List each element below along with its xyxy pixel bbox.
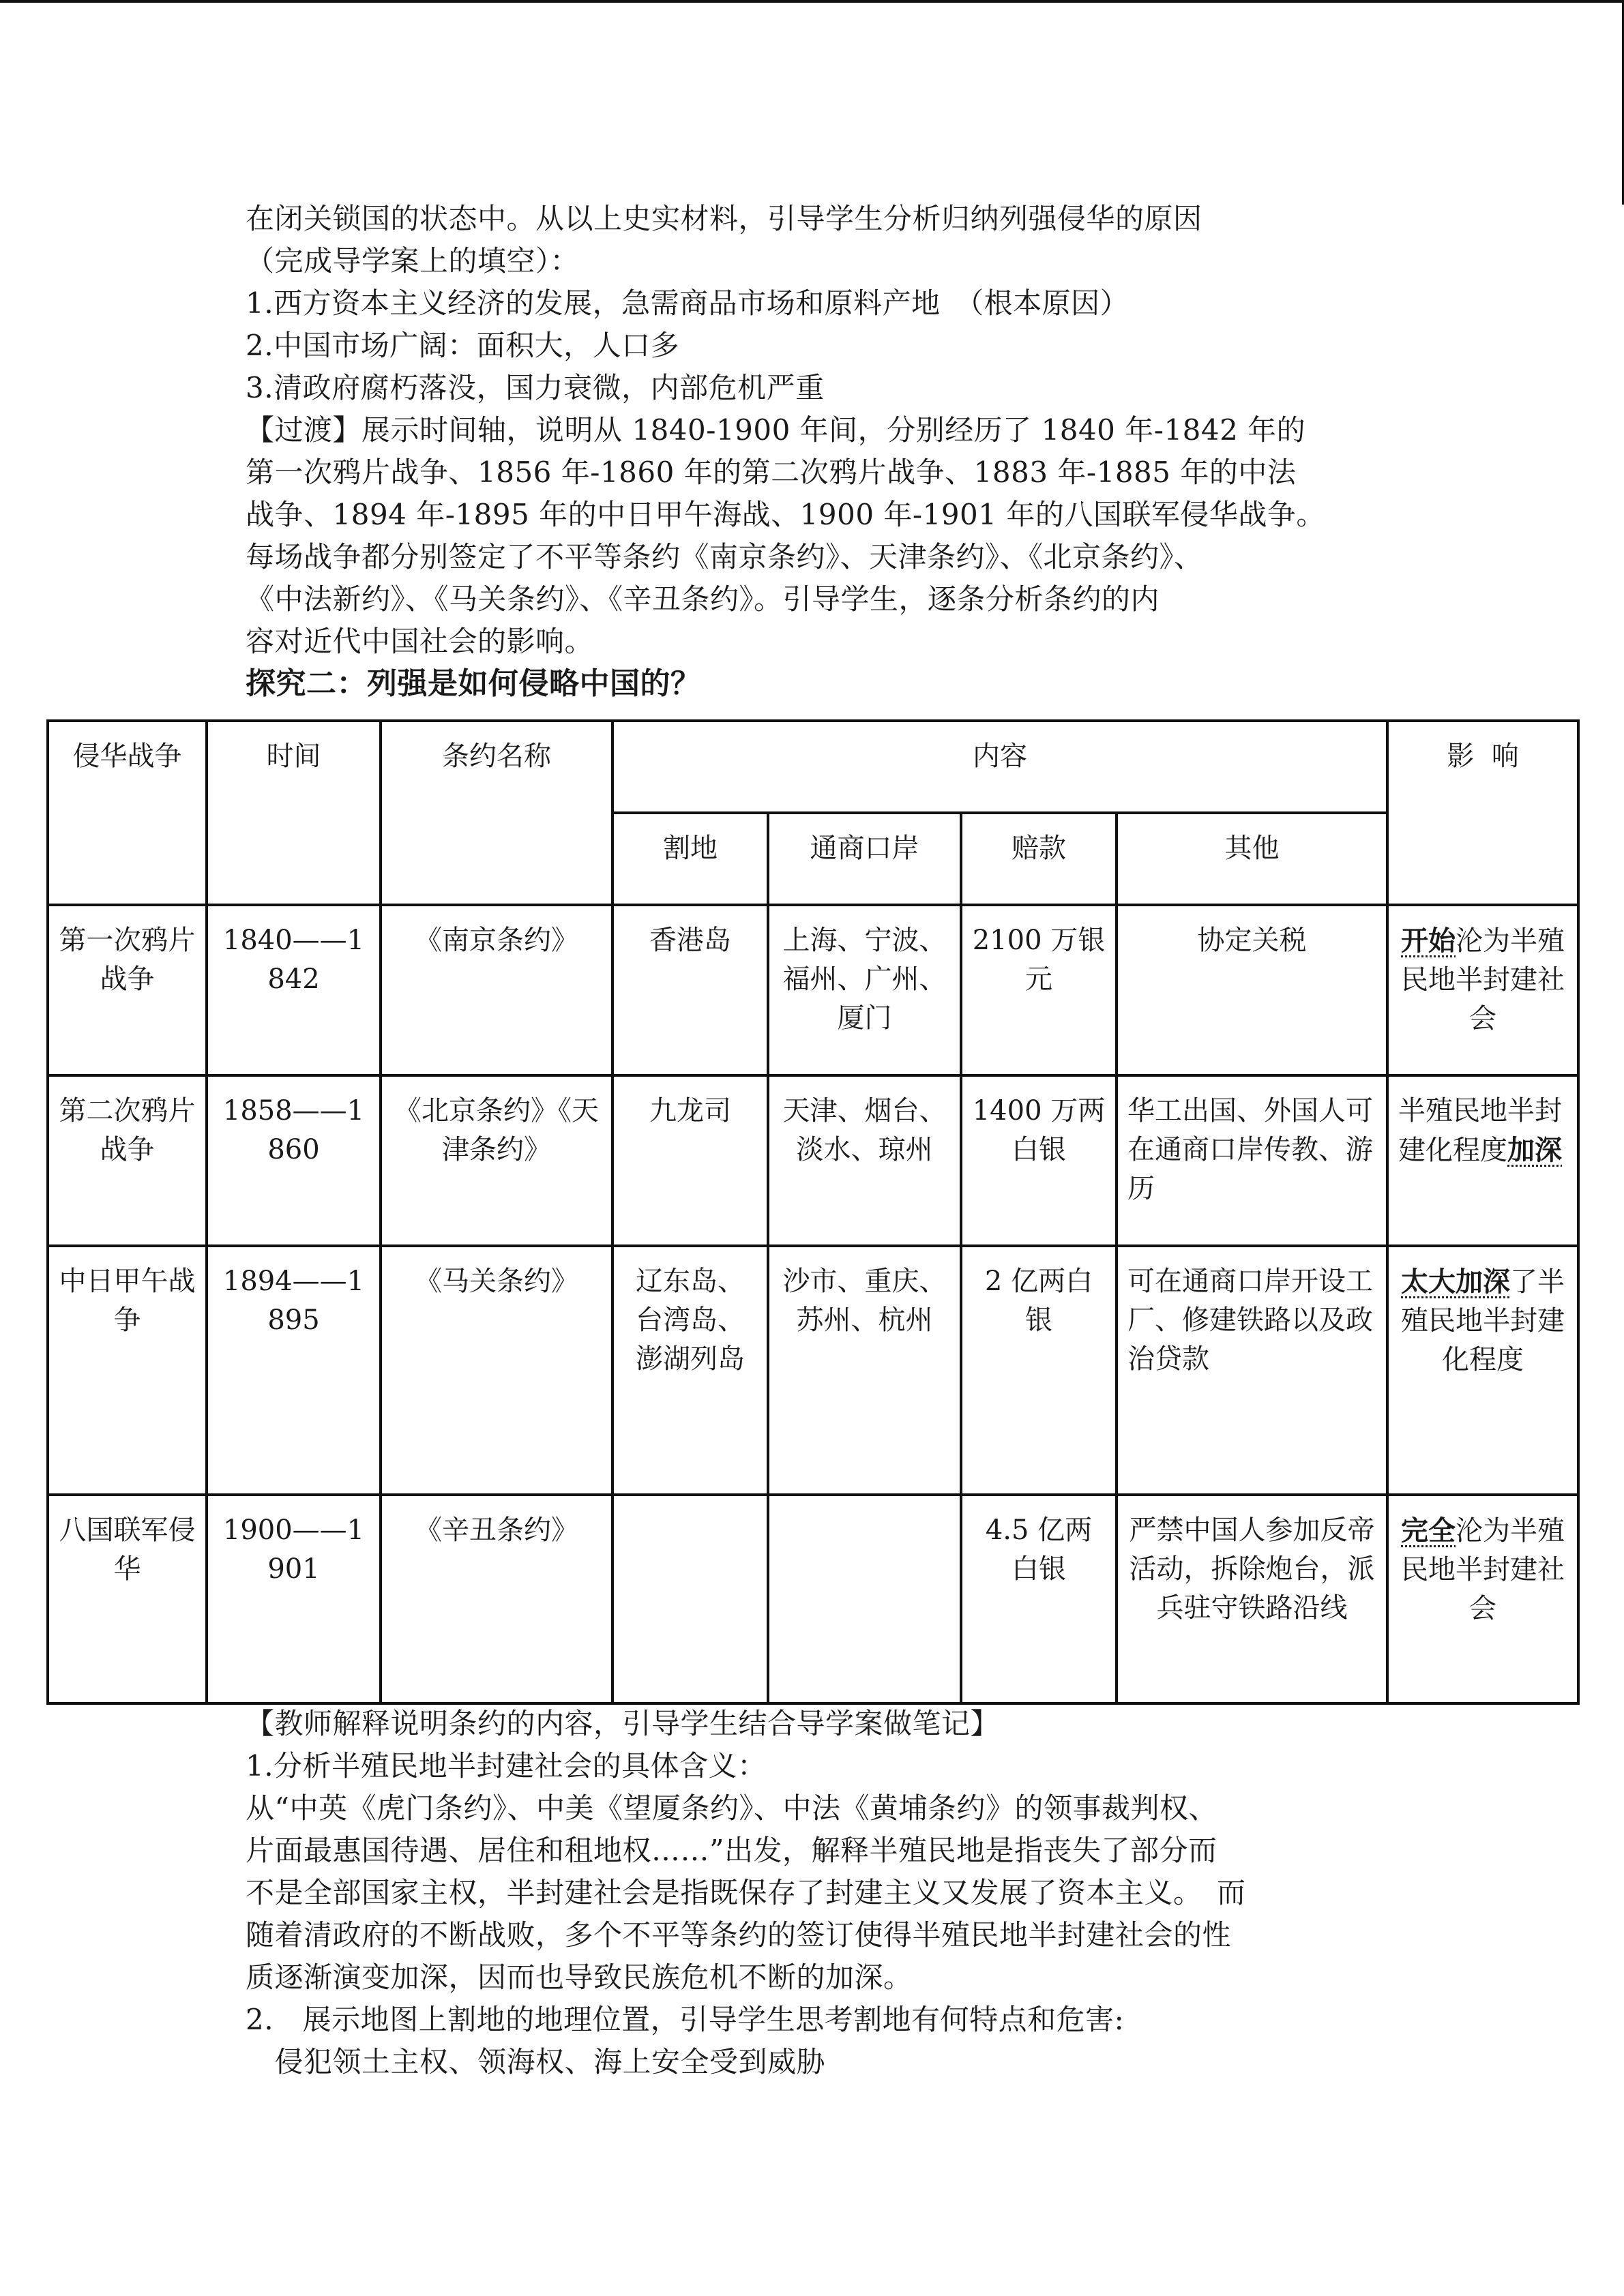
- impact-emphasis: 加深: [1507, 1134, 1562, 1166]
- paragraph-line: 【过渡】展示时间轴，说明从 1840-1900 年间，分别经历了 1840 年-1842 年的: [246, 413, 1306, 447]
- header-time: 时间: [207, 721, 381, 905]
- paragraph-line: 【教师解释说明条约的内容，引导学生结合导学案做笔记】: [246, 1707, 1000, 1740]
- cell-time: 1858——1860: [207, 1075, 381, 1246]
- cell-other: 可在通商口岸开设工厂、修建铁路以及政治贷款: [1117, 1246, 1387, 1495]
- list-item: 2.中国市场广阔：面积大，人口多: [246, 329, 680, 362]
- outro-text: [246, 1703, 1419, 2083]
- list-item: 1.分析半殖民地半封建社会的具体含义：: [246, 1749, 767, 1783]
- table-row: [48, 1495, 1578, 1703]
- cell-impact: [1387, 1075, 1578, 1246]
- header-war: 侵华战争: [48, 721, 207, 905]
- header-indemnity: 赔款: [961, 813, 1117, 905]
- cell-ports: 上海、宁波、福州、广州、厦门: [768, 905, 961, 1075]
- impact-text: 沦为半殖民地半封建社会: [1401, 925, 1565, 1034]
- paragraph-line: 随着清政府的不断战败，多个不平等条约的签订使得半殖民地半封建社会的性: [246, 1918, 1232, 1952]
- cell-war: 八国联军侵华: [48, 1495, 207, 1703]
- table-row: [48, 1075, 1578, 1246]
- list-item: 1.西方资本主义经济的发展，急需商品市场和原料产地 （根本原因）: [246, 286, 1130, 320]
- cell-treaty: 《南京条约》: [381, 905, 612, 1075]
- header-treaty: 条约名称: [381, 721, 612, 905]
- impact-text: 半殖民地半封建化程度: [1398, 1095, 1562, 1166]
- cell-ports: 天津、烟台、淡水、琼州: [768, 1075, 961, 1246]
- cell-war: 第一次鸦片战争: [48, 905, 207, 1075]
- cell-other: 协定关税: [1117, 905, 1387, 1075]
- intro-text: [246, 198, 1419, 705]
- impact-text: 了半殖民地半封建化程度: [1401, 1266, 1565, 1375]
- cell-treaty: 《辛丑条约》: [381, 1495, 612, 1703]
- cell-impact: [1387, 1246, 1578, 1495]
- header-land: 割地: [612, 813, 768, 905]
- paragraph-line: 不是全部国家主权，半封建社会是指既保存了封建主义又发展了资本主义。 而: [246, 1876, 1246, 1909]
- impact-emphasis: 开始: [1401, 925, 1456, 957]
- cell-other: 严禁中国人参加反帝活动，拆除炮台，派兵驻守铁路沿线: [1117, 1495, 1387, 1703]
- cell-ports: [768, 1495, 961, 1703]
- page-top-border: [0, 0, 1624, 3]
- impact-emphasis: 太大加深: [1401, 1266, 1510, 1298]
- paragraph-line: 每场战争都分别签定了不平等条约《南京条约》、天津条约》、《北京条约》、: [246, 540, 1203, 573]
- paragraph-line: 在闭关锁国的状态中。从以上史实材料，引导学生分析归纳列强侵华的原因: [246, 202, 1202, 235]
- cell-indemnity: 1400 万两白银: [961, 1075, 1117, 1246]
- paragraph-line: 《中法新约》、《马关条约》、《辛丑条约》。引导学生，逐条分析条约的内: [246, 582, 1160, 616]
- paragraph-line: 战争、1894 年-1895 年的中日甲午海战、1900 年-1901 年的八国联军侵华战争。: [246, 498, 1325, 531]
- cell-indemnity: 2 亿两白银: [961, 1246, 1117, 1495]
- cell-indemnity: 2100 万银元: [961, 905, 1117, 1075]
- paragraph-line: 侵犯领土主权、领海权、海上安全受到威胁: [246, 2045, 826, 2078]
- table-row: [48, 905, 1578, 1075]
- header-content: 内容: [612, 721, 1387, 813]
- cell-time: 1900——1901: [207, 1495, 381, 1703]
- cell-other: 华工出国、外国人可在通商口岸传教、游历: [1117, 1075, 1387, 1246]
- list-item: 2. 展示地图上割地的地理位置，引导学生思考割地有何特点和危害:: [246, 2003, 1125, 2036]
- impact-emphasis: 完全: [1401, 1515, 1456, 1547]
- cell-impact: [1387, 905, 1578, 1075]
- header-ports: 通商口岸: [768, 813, 961, 905]
- cell-treaty: 《北京条约》《天津条约》: [381, 1075, 612, 1246]
- header-other: 其他: [1117, 813, 1387, 905]
- treaty-table: [46, 719, 1580, 1705]
- cell-war: 中日甲午战争: [48, 1246, 207, 1495]
- table-header-row: [48, 721, 1578, 813]
- paragraph-line: 质逐渐演变加深，因而也导致民族危机不断的加深。: [246, 1960, 913, 1994]
- cell-time: 1840——1842: [207, 905, 381, 1075]
- paragraph-line: 片面最惠国待遇、居住和租地权……”出发，解释半殖民地是指丧失了部分而: [246, 1834, 1217, 1867]
- cell-impact: [1387, 1495, 1578, 1703]
- paragraph-line: 容对近代中国社会的影响。: [246, 625, 594, 658]
- cell-land: 九龙司: [612, 1075, 768, 1246]
- paragraph-line: （完成导学案上的填空）：: [246, 244, 580, 278]
- cell-land: 辽东岛、台湾岛、澎湖列岛: [612, 1246, 768, 1495]
- cell-ports: 沙市、重庆、苏州、杭州: [768, 1246, 961, 1495]
- paragraph-line: 第一次鸦片战争、1856 年-1860 年的第二次鸦片战争、1883 年-1885 年的中法: [246, 456, 1297, 489]
- cell-land: [612, 1495, 768, 1703]
- list-item: 3.清政府腐朽落没，国力衰微，内部危机严重: [246, 371, 825, 404]
- cell-indemnity: 4.5 亿两白银: [961, 1495, 1117, 1703]
- paragraph-line: 从“中英《虎门条约》、中美《望厦条约》、中法《黄埔条约》的领事裁判权、: [246, 1791, 1217, 1825]
- cell-war: 第二次鸦片战争: [48, 1075, 207, 1246]
- cell-time: 1894——1895: [207, 1246, 381, 1495]
- header-impact: 影 响: [1387, 721, 1578, 905]
- cell-land: 香港岛: [612, 905, 768, 1075]
- section-heading: 探究二：列强是如何侵略中国的？: [246, 666, 701, 701]
- table-row: [48, 1246, 1578, 1495]
- cell-treaty: 《马关条约》: [381, 1246, 612, 1495]
- impact-text: 沦为半殖民地半封建社会: [1401, 1515, 1565, 1624]
